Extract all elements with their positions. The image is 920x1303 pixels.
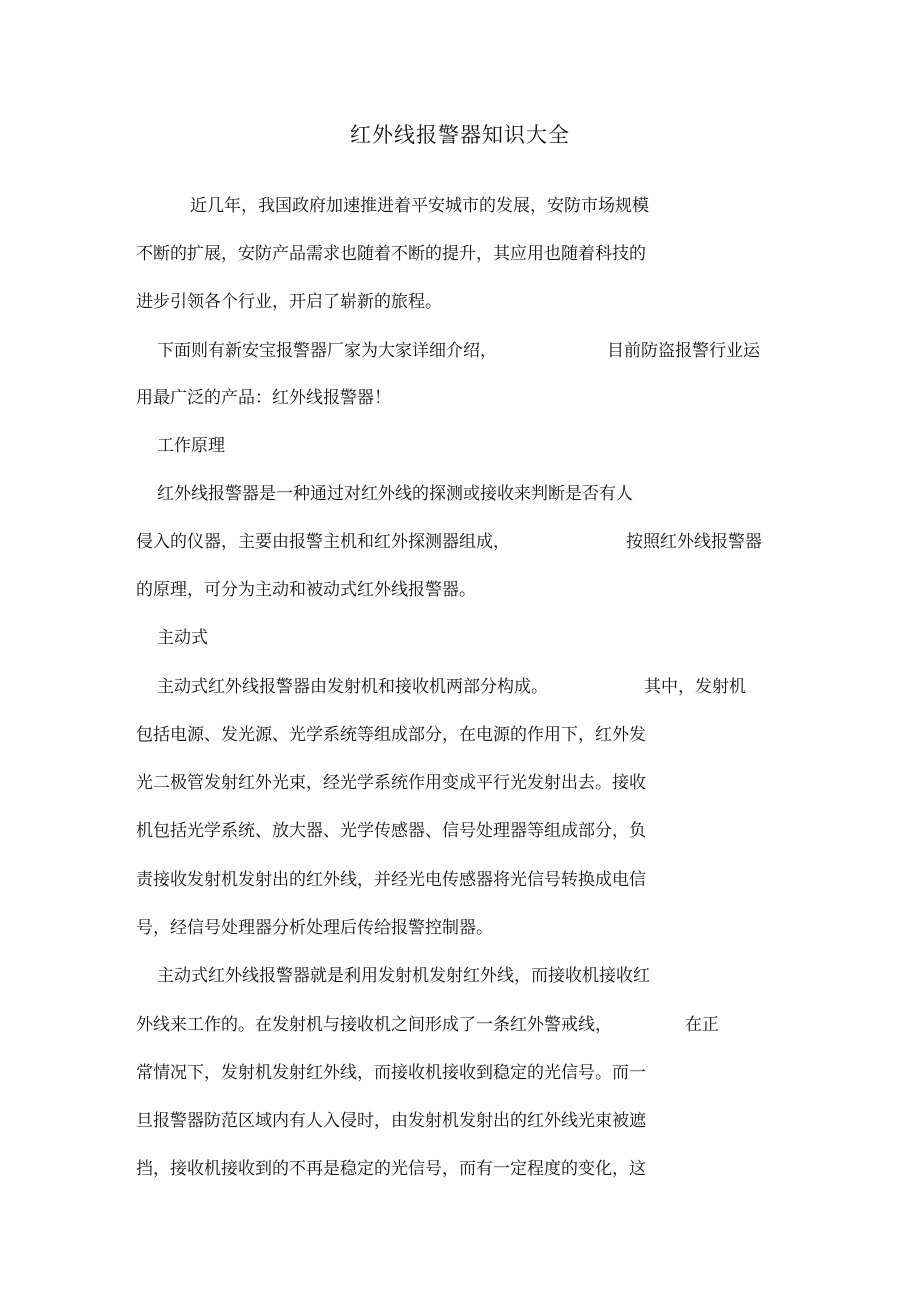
text-line: 用最广泛的产品：红外线报警器！ [136, 388, 391, 408]
document-title: 红外线报警器知识大全 [350, 123, 570, 147]
text-line: 挡，接收机接收到的不再是稳定的光信号，而有一定程度的变化，这 [136, 1159, 646, 1179]
text-line: 的原理，可分为主动和被动式红外线报警器。 [136, 580, 476, 600]
text-line: 在正 [685, 1015, 719, 1035]
text-line: 包括电源、发光源、光学系统等组成部分，在电源的作用下，红外发 [136, 725, 646, 745]
text-line: 下面则有新安宝报警器厂家为大家详细介绍， [157, 341, 497, 361]
section-heading: 主动式 [157, 628, 208, 648]
text-line: 常情况下，发射机发射红外线，而接收机接收到稳定的光信号。而一 [136, 1063, 646, 1083]
text-line: 其中，发射机 [644, 677, 746, 697]
text-line: 号，经信号处理器分析处理后传给报警控制器。 [136, 918, 493, 938]
text-line: 目前防盗报警行业运 [607, 341, 760, 361]
text-line: 侵入的仪器，主要由报警主机和红外探测器组成， [136, 532, 510, 552]
text-line: 外线来工作的。在发射机与接收机之间形成了一条红外警戒线， [136, 1015, 612, 1035]
text-line: 主动式红外线报警器由发射机和接收机两部分构成。 [157, 677, 548, 697]
text-line: 旦报警器防范区域内有人入侵时，由发射机发射出的红外线光束被遮 [136, 1111, 646, 1131]
text-line: 红外线报警器是一种通过对红外线的探测或接收来判断是否有人 [157, 484, 633, 504]
text-line: 主动式红外线报警器就是利用发射机发射红外线，而接收机接收红 [157, 966, 650, 986]
text-line: 不断的扩展，安防产品需求也随着不断的提升，其应用也随着科技的 [136, 244, 646, 264]
text-line: 近几年，我国政府加速推进着平安城市的发展，安防市场规模 [190, 196, 649, 216]
text-line: 按照红外线报警器 [626, 532, 762, 552]
text-line: 光二极管发射红外光束，经光学系统作用变成平行光发射出去。接收 [136, 773, 646, 793]
text-line: 进步引领各个行业，开启了崭新的旅程。 [136, 292, 442, 312]
text-line: 机包括光学系统、放大器、光学传感器、信号处理器等组成部分，负 [136, 821, 646, 841]
text-line: 责接收发射机发射出的红外线，并经光电传感器将光信号转换成电信 [136, 870, 646, 890]
section-heading: 工作原理 [157, 436, 225, 456]
